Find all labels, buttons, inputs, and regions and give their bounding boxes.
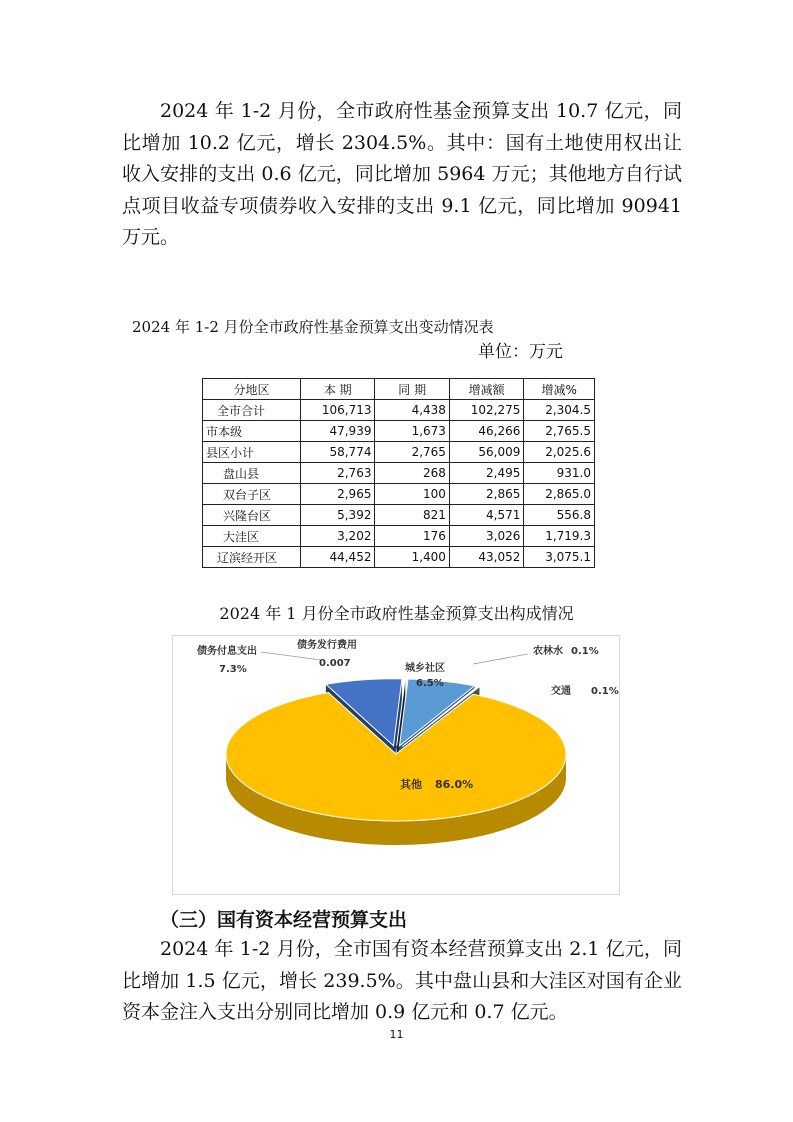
table-row <box>203 400 595 421</box>
cell-current: 44,452 <box>301 547 375 568</box>
cell-previous: 100 <box>375 484 449 505</box>
cell-change-percent: 556.8 <box>524 505 595 526</box>
table-row <box>203 442 595 463</box>
slice-value-交通: 0.1% <box>591 686 619 697</box>
slice-label-债务付息支出: 债务付息支出 <box>197 646 257 657</box>
cell-previous: 821 <box>375 505 449 526</box>
cell-current: 106,713 <box>301 400 375 421</box>
pie-chart <box>173 636 619 894</box>
cell-region: 县区小计 <box>203 442 301 463</box>
section-heading: （三）国有资本经营预算支出 <box>160 909 408 931</box>
page-number: 11 <box>389 1028 404 1041</box>
header-change-amount: 增减额 <box>449 379 523 400</box>
cell-previous: 176 <box>375 526 449 547</box>
cell-current: 5,392 <box>301 505 375 526</box>
cell-change-percent: 2,865.0 <box>524 484 595 505</box>
table-row <box>203 547 595 568</box>
cell-change-amount: 2,495 <box>449 463 523 484</box>
cell-change-percent: 2,765.5 <box>524 421 595 442</box>
cell-change-percent: 1,719.3 <box>524 526 595 547</box>
cell-change-percent: 2,025.6 <box>524 442 595 463</box>
leader-line-债务付息支出 <box>261 652 321 660</box>
cell-region: 兴隆台区 <box>203 505 301 526</box>
leader-line-农林水 <box>473 654 528 664</box>
table-row <box>203 505 595 526</box>
cell-change-percent: 2,304.5 <box>524 400 595 421</box>
table-row <box>203 526 595 547</box>
slice-value-农林水: 0.1% <box>571 646 599 657</box>
slice-label-其他: 其他 <box>400 778 422 791</box>
cell-change-amount: 4,571 <box>449 505 523 526</box>
cell-current: 58,774 <box>301 442 375 463</box>
cell-current: 3,202 <box>301 526 375 547</box>
cell-previous: 1,400 <box>375 547 449 568</box>
cell-current: 2,965 <box>301 484 375 505</box>
cell-change-percent: 931.0 <box>524 463 595 484</box>
table-row <box>203 463 595 484</box>
cell-previous: 4,438 <box>375 400 449 421</box>
slice-label-债务发行费用: 债务发行费用 <box>297 640 357 651</box>
header-change-percent: 增减% <box>524 379 595 400</box>
cell-previous: 2,765 <box>375 442 449 463</box>
table-header-row <box>203 379 595 400</box>
cell-change-percent: 3,075.1 <box>524 547 595 568</box>
slice-value-债务发行费用: 0.007 <box>319 658 351 669</box>
slice-value-其他: 86.0% <box>435 778 474 791</box>
cell-previous: 1,673 <box>375 421 449 442</box>
paragraph-text: 2024 年 1-2 月份，全市国有资本经营预算支出 2.1 亿元，同比增加 1.5 亿元，增长 239.5%。其中盘山县和大洼区对国有企业资本金注入支出分别同比增加 0.9 亿元和 0.7 亿元。 <box>122 938 682 1023</box>
cell-region: 双台子区 <box>203 484 301 505</box>
cell-change-amount: 2,865 <box>449 484 523 505</box>
slice-label-交通: 交通 <box>551 686 571 697</box>
chart-title: 2024 年 1 月份全市政府性基金预算支出构成情况 <box>219 604 574 623</box>
cell-region: 市本级 <box>203 421 301 442</box>
slice-label-城乡社区: 城乡社区 <box>405 663 445 674</box>
paragraph-text: 2024 年 1-2 月份，全市政府性基金预算支出 10.7 亿元，同比增加 10.2 亿元，增长 2304.5%。其中：国有土地使用权出让收入安排的支出 0.6 亿元，同比增加 5964 万元；其他地方自行试点项目收益专项债券收入安排的支出 9.1 亿元，同比增加 90941 万元。 <box>122 100 682 248</box>
slice-label-农林水: 农林水 <box>533 646 563 657</box>
cell-change-amount: 56,009 <box>449 442 523 463</box>
slice-value-债务付息支出: 7.3% <box>219 664 247 675</box>
header-current: 本 期 <box>301 379 375 400</box>
cell-current: 2,763 <box>301 463 375 484</box>
table-unit: 单位：万元 <box>478 342 563 362</box>
cell-change-amount: 102,275 <box>449 400 523 421</box>
cell-previous: 268 <box>375 463 449 484</box>
paragraph-state-capital <box>122 934 682 1029</box>
header-previous: 同 期 <box>375 379 449 400</box>
table-row <box>203 421 595 442</box>
cell-current: 47,939 <box>301 421 375 442</box>
table-title: 2024 年 1-2 月份全市政府性基金预算支出变动情况表 <box>132 318 494 336</box>
paragraph-fund-expenditure <box>122 96 682 254</box>
cell-region: 辽滨经开区 <box>203 547 301 568</box>
slice-value-城乡社区: 6.5% <box>416 678 444 689</box>
pie-chart-container <box>172 635 620 895</box>
fund-expenditure-table <box>202 378 595 568</box>
cell-change-amount: 3,026 <box>449 526 523 547</box>
cell-change-amount: 46,266 <box>449 421 523 442</box>
cell-change-amount: 43,052 <box>449 547 523 568</box>
table-row <box>203 484 595 505</box>
cell-region: 大洼区 <box>203 526 301 547</box>
header-region: 分地区 <box>203 379 301 400</box>
cell-region: 盘山县 <box>203 463 301 484</box>
cell-region: 全市合计 <box>203 400 301 421</box>
